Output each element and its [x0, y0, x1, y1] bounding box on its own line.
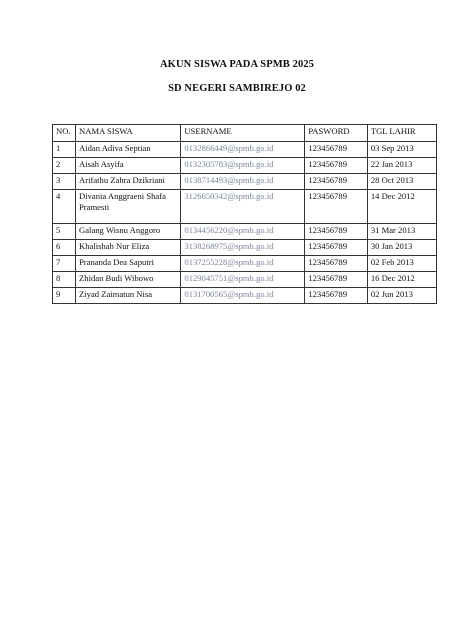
header-pasword: PASWORD	[305, 125, 368, 142]
cell-pasword: 123456789	[305, 272, 368, 288]
cell-nama-siswa: Zhidan Budi Wibowo	[76, 272, 181, 288]
cell-tgl-lahir: 28 Oct 2013	[367, 174, 436, 190]
cell-no: 1	[53, 142, 76, 158]
cell-username: 0137255228@spmb.go.id	[181, 256, 305, 272]
cell-tgl-lahir: 30 Jan 2013	[367, 240, 436, 256]
cell-pasword: 123456789	[305, 256, 368, 272]
cell-tgl-lahir: 16 Dec 2012	[367, 272, 436, 288]
header-nama-siswa: NAMA SISWA	[76, 125, 181, 142]
cell-tgl-lahir: 02 Jun 2013	[367, 288, 436, 304]
cell-tgl-lahir: 31 Mar 2013	[367, 224, 436, 240]
table-row	[53, 190, 437, 224]
cell-no: 4	[53, 190, 76, 224]
cell-no: 9	[53, 288, 76, 304]
cell-pasword: 123456789	[305, 240, 368, 256]
table-row	[53, 256, 437, 272]
cell-pasword: 123456789	[305, 288, 368, 304]
table-row	[53, 272, 437, 288]
cell-nama-siswa: Aisah Asyifa	[76, 158, 181, 174]
cell-pasword: 123456789	[305, 190, 368, 224]
school-name: SD NEGERI SAMBIREJO 02	[168, 83, 306, 94]
table-row	[53, 142, 437, 158]
document-title: AKUN SISWA PADA SPMB 2025	[160, 59, 314, 70]
header-tgl-lahir: TGL LAHIR	[367, 125, 436, 142]
cell-pasword: 123456789	[305, 158, 368, 174]
cell-no: 8	[53, 272, 76, 288]
table-row	[53, 240, 437, 256]
cell-nama-siswa: Arifathu Zahra Dzikriani	[76, 174, 181, 190]
cell-username: 0129045751@spmb.go.id	[181, 272, 305, 288]
table-row	[53, 224, 437, 240]
cell-nama-siswa: Khalishah Nur Eliza	[76, 240, 181, 256]
table-row	[53, 174, 437, 190]
table-row	[53, 288, 437, 304]
cell-no: 7	[53, 256, 76, 272]
cell-nama-siswa: Aidan Adiva Septian	[76, 142, 181, 158]
cell-no: 3	[53, 174, 76, 190]
cell-username: 0138714493@spmb.go.id	[181, 174, 305, 190]
cell-no: 6	[53, 240, 76, 256]
cell-username: 0131700565@spmb.go.id	[181, 288, 305, 304]
cell-tgl-lahir: 22 Jan 2013	[367, 158, 436, 174]
header-username: USERNAME	[181, 125, 305, 142]
cell-username: 0134456220@spmb.go.id	[181, 224, 305, 240]
cell-no: 5	[53, 224, 76, 240]
cell-tgl-lahir: 03 Sep 2013	[367, 142, 436, 158]
table-header-row	[53, 125, 437, 142]
cell-pasword: 123456789	[305, 174, 368, 190]
cell-tgl-lahir: 14 Dec 2012	[367, 190, 436, 224]
cell-nama-siswa: Ziyad Zaimatun Nisa	[76, 288, 181, 304]
header-no: NO.	[53, 125, 76, 142]
cell-username: 3126650342@spmb.go.id	[181, 190, 305, 224]
cell-pasword: 123456789	[305, 142, 368, 158]
cell-nama-siswa: Prananda Dea Saputri	[76, 256, 181, 272]
table-row	[53, 158, 437, 174]
student-accounts-table	[52, 124, 437, 304]
cell-nama-siswa: Divania Anggraeni Shafa Pramesti	[76, 190, 181, 224]
cell-username: 3138268975@spmb.go.id	[181, 240, 305, 256]
cell-username: 0132305783@spmb.go.id	[181, 158, 305, 174]
cell-pasword: 123456789	[305, 224, 368, 240]
cell-tgl-lahir: 02 Feb 2013	[367, 256, 436, 272]
cell-no: 2	[53, 158, 76, 174]
cell-username: 0132866449@spmb.go.id	[181, 142, 305, 158]
cell-nama-siswa: Galang Wisnu Anggoro	[76, 224, 181, 240]
